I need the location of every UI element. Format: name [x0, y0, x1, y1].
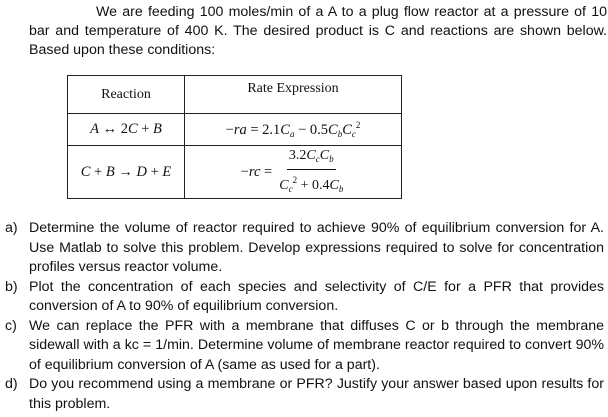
reaction-2-equation: C + B → D + E	[80, 163, 172, 180]
question-d-text: Do you recommend using a membrane or PFR? Justify your answer based upon results for this problem.	[29, 376, 604, 412]
question-c-text: We can replace the PFR with a membrane that diffuses C or b through the membrane sidewall with a kc = 1/min. Determine volume of membrane reactor required to convert 90% of equilibrium conversion of A (same as used for a part).	[29, 317, 604, 373]
rate-2-lhs: −rc =	[240, 163, 273, 180]
header-rate-label: Rate Expression	[247, 80, 339, 96]
question-d-letter: d)	[5, 376, 18, 392]
rate-2-fraction	[277, 148, 345, 197]
table-header-row	[68, 76, 402, 114]
rate-2-fraction-wrap	[241, 148, 346, 197]
reaction-table	[67, 75, 402, 199]
table-row	[68, 146, 402, 199]
problem-intro: We are feeding 100 moles/min of a A to a plug flow reactor at a pressure of 10 bar and temperature of 400 K. The desired product is C and reactions are shown below. Based upon these conditions:	[29, 4, 607, 58]
question-b	[0, 278, 608, 317]
question-b-letter: b)	[5, 278, 18, 295]
header-reaction-label: Reaction	[101, 86, 151, 102]
reaction-1-equation: A ↔ 2C + B	[90, 121, 162, 137]
rate-2-numerator: $3.2C_cC_b$	[287, 148, 336, 170]
header-reaction	[68, 76, 185, 114]
rate-2-denominator: $C_c^2 + 0.4C_b$	[279, 174, 344, 194]
header-rate	[185, 76, 402, 114]
rate-expression-2	[185, 146, 402, 199]
question-a-text: Determine the volume of reactor required to achieve 90% of equilibrium conversion for A. Use Matlab to solve this problem. Develop expressions required to solve for concentration profiles versus reactor volume.	[29, 220, 604, 275]
question-list	[0, 219, 608, 414]
question-b-text: Plot the concentration of each species and selectivity of C/E for a PFR that provides conversion of A to 90% of equilibrium conversion.	[29, 278, 604, 314]
question-a	[0, 219, 608, 278]
question-c	[0, 317, 608, 376]
table-row	[68, 114, 402, 146]
rate-1-rhs: $2.1C_a - 0.5C_bC_c^2$	[262, 120, 361, 139]
reaction-2	[68, 146, 185, 199]
rate-1-lhs: −ra =	[225, 122, 259, 138]
question-a-letter: a)	[5, 220, 18, 236]
question-c-letter: c)	[5, 317, 17, 334]
question-d	[0, 375, 608, 414]
reaction-1	[68, 114, 185, 146]
rate-expression-1	[185, 114, 402, 146]
